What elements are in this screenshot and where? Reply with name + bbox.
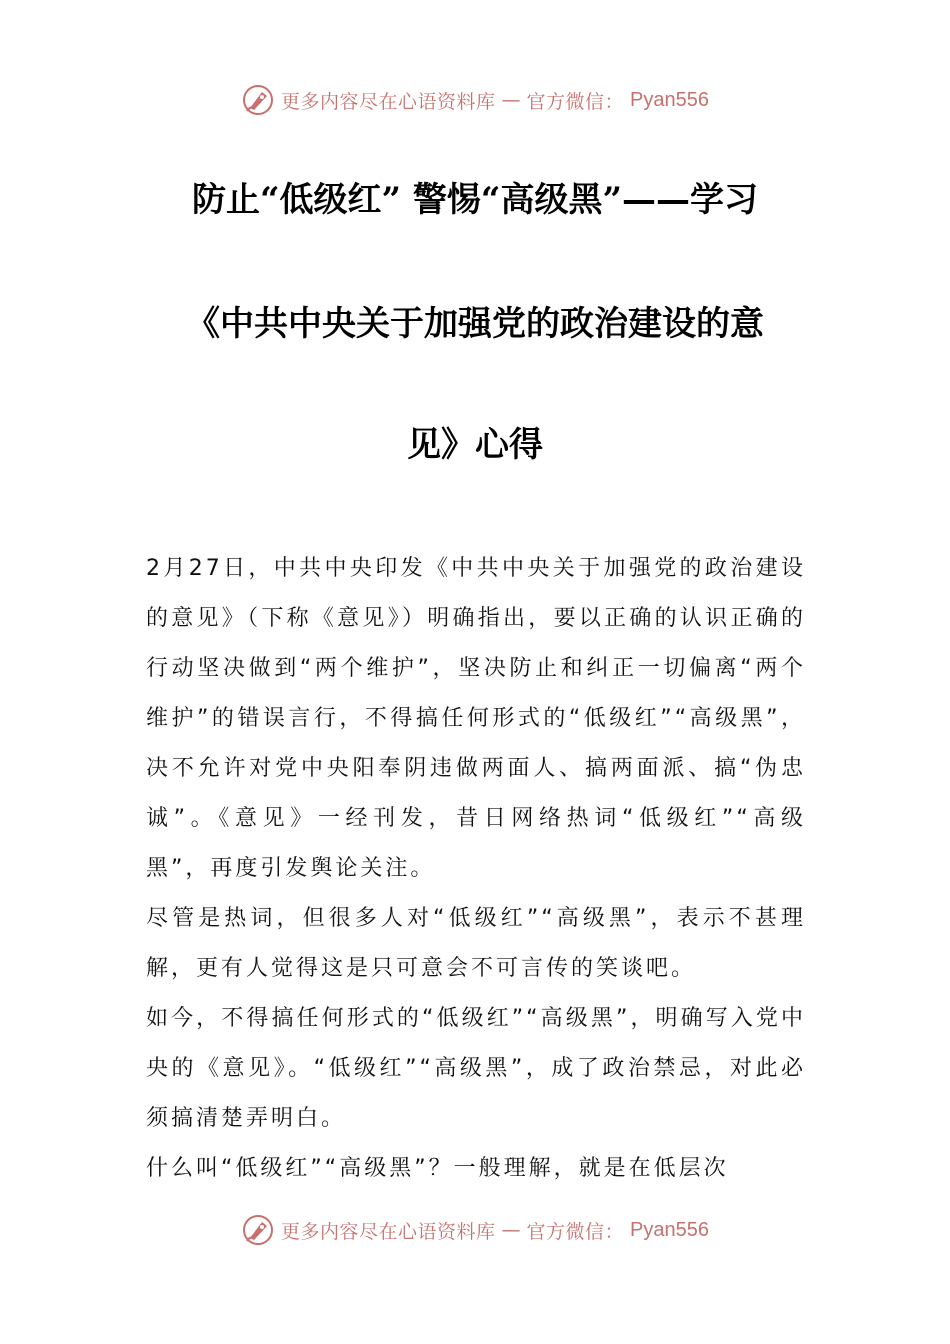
body-paragraph: 尽管是热词，但很多人对“低级红”“高级黑”，表示不甚理解，更有人觉得这是只可意会不可言传的笑谈吧。	[146, 906, 806, 981]
banner-contact-label: 官方微信：	[526, 1220, 625, 1243]
document-body	[146, 544, 806, 1194]
banner-contact-handle: Pyan556	[630, 88, 709, 111]
pen-nib-logo-icon	[241, 1213, 275, 1247]
banner-brand-text: 更多内容尽在心语资料库	[281, 90, 496, 113]
header-banner	[0, 80, 950, 120]
document-title-line-3: 见》心得	[407, 425, 543, 465]
banner-contact-label: 官方微信：	[526, 90, 625, 113]
body-paragraph: 2月27日，中共中央印发《中共中央关于加强党的政治建设的意见》（下称《意见》）明确指出，要以正确的认识正确的行动坚决做到“两个维护”，坚决防止和纠正一切偏离“两个维护”的错误言行，不得搞任何形式的“低级红”“高级黑”，决不允许对党中央阳奉阴违做两面人、搞两面派、搞“伪忠诚”。《意见》一经刊发，昔日网络热词“低级红”“高级黑”，再度引发舆论关注。	[146, 556, 806, 881]
footer-banner	[0, 1210, 950, 1250]
document-title-line-2: 《中共中央关于加强党的政治建设的意	[186, 304, 764, 344]
body-paragraph: 如今，不得搞任何形式的“低级红”“高级黑”，明确写入党中央的《意见》。“低级红”“高级黑”，成了政治禁忌，对此必须搞清楚弄明白。	[146, 1006, 806, 1131]
banner-separator: —	[501, 89, 521, 111]
document-title-line-1: 防止“低级红” 警惕“高级黑”——学习	[191, 180, 759, 220]
banner-brand-text: 更多内容尽在心语资料库	[281, 1220, 496, 1243]
body-paragraph: 什么叫“低级红”“高级黑”？一般理解，就是在低层次	[146, 1156, 729, 1181]
banner-separator: —	[501, 1219, 521, 1241]
banner-contact-handle: Pyan556	[630, 1218, 709, 1241]
pen-nib-logo-icon	[241, 83, 275, 117]
